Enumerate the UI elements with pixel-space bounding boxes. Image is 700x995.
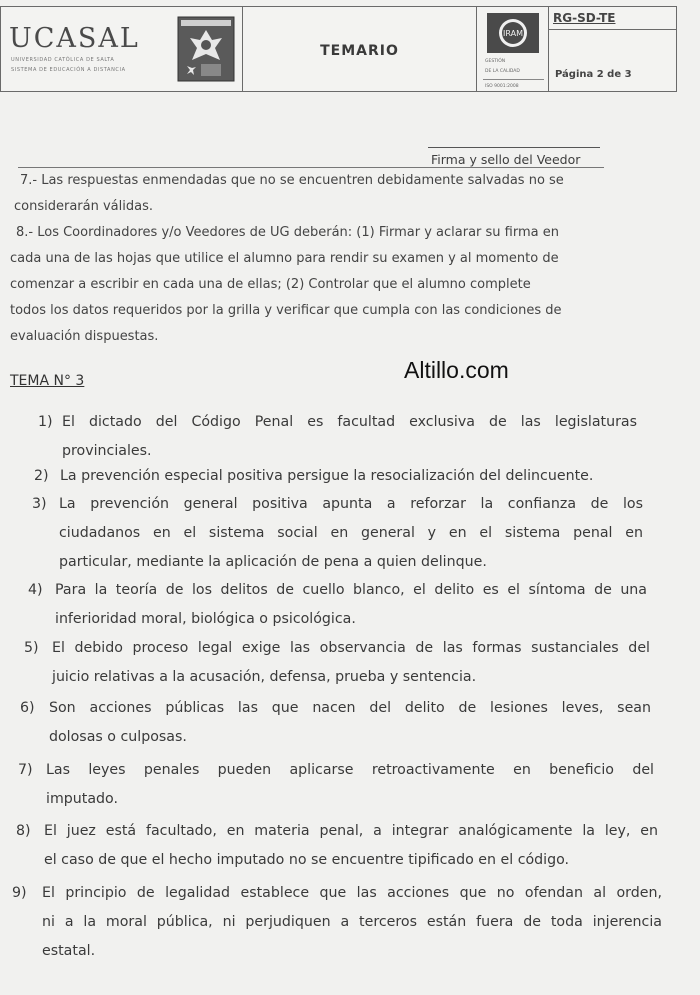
instruction-line: 7.- Las respuestas enmendadas que no se encuentren debidamente salvadas no se (20, 173, 564, 188)
iram-text-3: ISO 9001:2008 (485, 84, 519, 89)
code-divider (549, 29, 676, 30)
instruction-line: cada una de las hojas que utilice el alumno para rendir su examen y al momento de (10, 251, 559, 266)
org-subtitle-2: SISTEMA DE EDUCACIÓN A DISTANCIA (11, 67, 126, 73)
question-line: El debido proceso legal exige las observancia de las formas sustanciales del (52, 640, 650, 656)
document-type: TEMARIO (320, 43, 399, 59)
question-text (60, 462, 620, 491)
iram-label: IRAM (503, 29, 523, 38)
question-line: inferioridad moral, biológica o psicológica. (55, 611, 356, 627)
question-number: 7) (18, 762, 33, 778)
question-number: 4) (28, 582, 43, 598)
question-line: La prevención especial positiva persigue la resocialización del delincuente. (60, 468, 594, 484)
question-text (62, 408, 637, 466)
org-name: UCASAL (9, 23, 140, 54)
question-number: 1) (38, 414, 53, 430)
question-line: particular, mediante la aplicación de pena a quien delinque. (59, 554, 487, 570)
code-cell (549, 7, 676, 91)
signature-line (428, 147, 600, 148)
instruction-line: 8.- Los Coordinadores y/o Veedores de UG deberán: (1) Firmar y aclarar su firma en (16, 225, 559, 240)
watermark: Altillo.com (404, 357, 509, 383)
question-number: 5) (24, 640, 39, 656)
iram-text-1: GESTIÓN (485, 59, 506, 64)
document-header (0, 6, 677, 92)
instruction-line: evaluación dispuestas. (10, 329, 159, 344)
ucasal-logo (1, 7, 171, 91)
section-title: TEMA N° 3 (10, 373, 85, 389)
question-line: provinciales. (62, 443, 152, 459)
question-text (49, 694, 651, 752)
question-text (46, 756, 654, 814)
question-line: ni a la moral pública, ni perjudiquen a terceros están fuera de toda injerencia (42, 914, 662, 930)
question-line: Las leyes penales pueden aplicarse retroactivamente en beneficio del (46, 762, 654, 778)
question-number: 8) (16, 823, 31, 839)
instruction-line: todos los datos requeridos por la grilla y verificar que cumpla con las condiciones de (10, 303, 562, 318)
page-number: Página 2 de 3 (555, 69, 632, 80)
question-line: estatal. (42, 943, 96, 959)
crest-cell (171, 7, 243, 91)
question-number: 2) (34, 468, 49, 484)
question-line: Son acciones públicas las que nacen del delito de lesiones leves, sean (49, 700, 651, 716)
question-number: 3) (32, 496, 47, 512)
question-text (52, 634, 650, 692)
iram-cell (477, 7, 549, 91)
question-line: ciudadanos en el sistema social en general y en el sistema penal en (59, 525, 643, 541)
signature-label: Firma y sello del Veedor (431, 152, 581, 167)
instruction-line: considerarán válidas. (14, 199, 153, 214)
question-text (44, 817, 658, 875)
instruction-line: comenzar a escribir en cada una de ellas; (2) Controlar que el alumno complete (10, 277, 531, 292)
question-line: La prevención general positiva apunta a reforzar la confianza de los (59, 496, 643, 512)
question-line: El juez está facultado, en materia penal, a integrar analógicamente la ley, en (44, 823, 658, 839)
question-line: juicio relativas a la acusación, defensa, prueba y sentencia. (52, 669, 477, 685)
question-line: el caso de que el hecho imputado no se encuentre tipificado en el código. (44, 852, 570, 868)
university-crest-icon (177, 16, 235, 82)
question-text (55, 576, 647, 634)
question-number: 6) (20, 700, 35, 716)
question-text (42, 879, 662, 966)
org-subtitle-1: UNIVERSIDAD CATÓLICA DE SALTA (11, 57, 115, 63)
question-text (59, 490, 643, 577)
iram-certification-icon (487, 13, 539, 53)
question-line: El principio de legalidad establece que las acciones que no ofendan al orden, (42, 885, 662, 901)
question-number: 9) (12, 885, 27, 901)
question-line: imputado. (46, 791, 118, 807)
iram-text-2: DE LA CALIDAD (485, 69, 520, 74)
question-line: Para la teoría de los delitos de cuello blanco, el delito es el síntoma de una (55, 582, 647, 598)
iram-divider (483, 79, 544, 80)
question-line: El dictado del Código Penal es facultad exclusiva de las legislaturas (62, 414, 637, 430)
title-cell (243, 7, 477, 91)
instruction-7 (10, 168, 635, 220)
question-line: dolosas o culposas. (49, 729, 187, 745)
document-code: RG-SD-TE (553, 11, 616, 25)
instruction-8 (10, 220, 635, 350)
